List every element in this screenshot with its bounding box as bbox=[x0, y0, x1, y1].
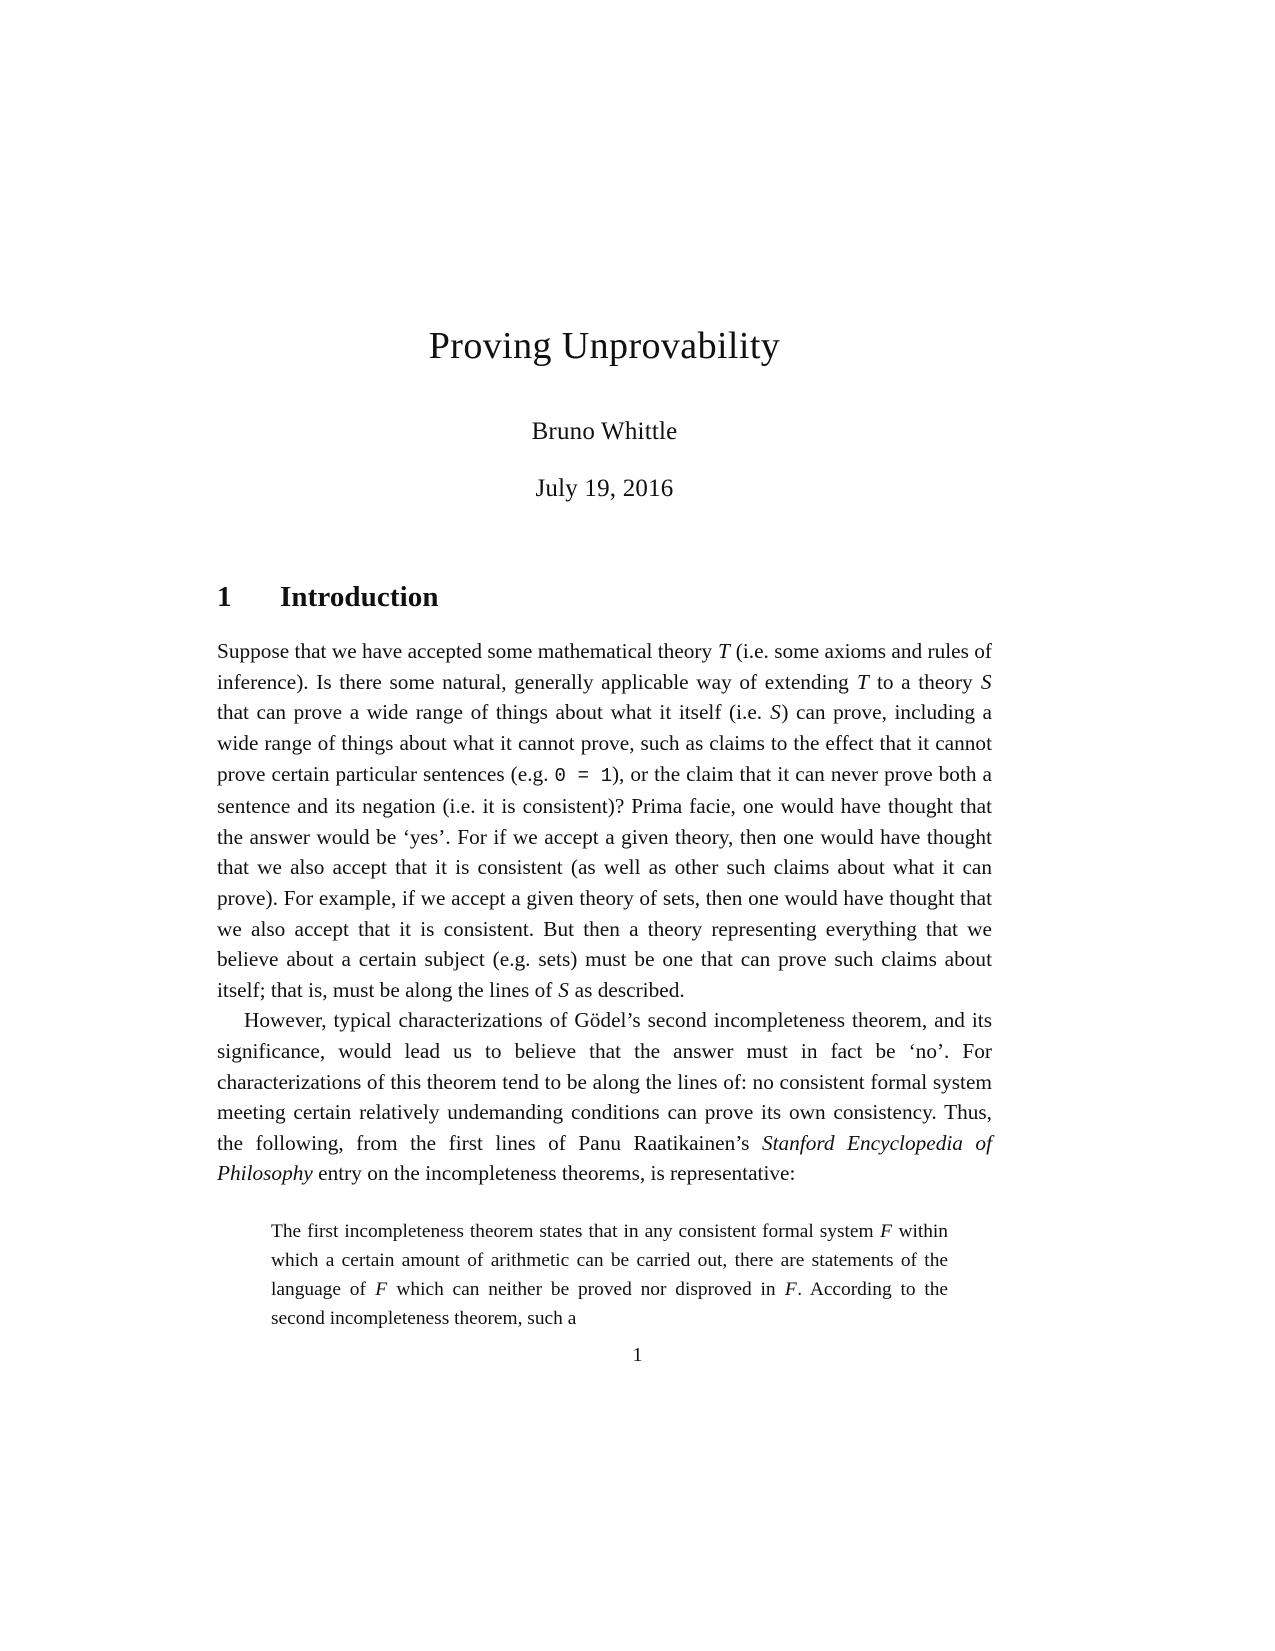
text-run: ) can prove, including a wide range of things about what it cannot prove, such as claims to the effect that it cannot prove certain particular sentences (e.g. bbox=[217, 700, 992, 786]
math-variable-s: S bbox=[558, 977, 569, 1002]
text-run: within which a certain amount of arithmetic can be carried out, there are statements of the language of bbox=[271, 1220, 949, 1300]
math-variable-f: F bbox=[784, 1278, 797, 1300]
math-variable-f: F bbox=[880, 1220, 892, 1242]
text-run: which can neither be proved nor disproved in bbox=[387, 1278, 785, 1300]
text-run: as described. bbox=[569, 977, 685, 1002]
math-variable-f: F bbox=[375, 1278, 388, 1300]
math-variable-s: S bbox=[770, 700, 781, 725]
math-variable-s: S bbox=[980, 669, 992, 694]
section-number: 1 bbox=[217, 581, 232, 614]
text-run: The first incompleteness theorem states that in any consistent formal system bbox=[271, 1220, 880, 1242]
page-title: Proving Unprovability bbox=[428, 325, 781, 367]
math-variable-t: T bbox=[856, 669, 869, 694]
text-run: (i.e. some axioms and rules of inference). Is there some natural, generally applicable way of extending bbox=[217, 639, 992, 694]
page-content bbox=[217, 0, 992, 1333]
page-number: 1 bbox=[632, 1344, 643, 1366]
publication-date: July 19, 2016 bbox=[535, 475, 674, 503]
title-block bbox=[217, 0, 992, 504]
math-formula-zero-equals-one: 0 = 1 bbox=[554, 764, 612, 787]
text-run: to a theory bbox=[869, 669, 981, 694]
section-heading bbox=[217, 504, 992, 614]
text-run: that can prove a wide range of things about what it itself (i.e. bbox=[217, 700, 770, 725]
paragraph-2 bbox=[217, 1005, 992, 1189]
text-run: However, typical characterizations of Gödel’s second incompleteness theorem, and its significance, would lead us to believe that the answer must in fact be ‘no’. For characterizations of this theorem tend to be along the lines of: no consistent formal system meeting certain relatively undemanding conditions can prove its own consistency. Thus, the following, from the first lines of Panu Raatikainen’s bbox=[217, 1008, 992, 1155]
text-run: Suppose that we have accepted some mathematical theory bbox=[217, 639, 718, 664]
cited-work-title: Stanford Encyclopedia of Philosophy bbox=[217, 1130, 992, 1186]
section-title: Introduction bbox=[280, 581, 439, 614]
author-name: Bruno Whittle bbox=[531, 417, 678, 445]
blockquote-raatikainen bbox=[217, 1189, 992, 1333]
paragraph-1 bbox=[217, 614, 992, 1005]
text-run: ), or the claim that it can never prove both a sentence and its negation (i.e. it is consistent)? Prima facie, one would have thought that the answer would be ‘yes’. For if we accept a given theory, then one would have thought that we also accept that it is consistent (as well as other such claims about what it can prove). For example, if we accept a given theory of sets, then one would have thought that we also accept that it is consistent. But then a theory representing everything that we believe about a certain subject (e.g. sets) must be one that can prove such claims about itself; that is, must be along the lines of bbox=[217, 761, 992, 1002]
text-run: . According to the second incompleteness theorem, such a bbox=[271, 1278, 949, 1329]
text-run: entry on the incompleteness theorems, is representative: bbox=[312, 1161, 796, 1186]
math-variable-t: T bbox=[718, 639, 730, 664]
